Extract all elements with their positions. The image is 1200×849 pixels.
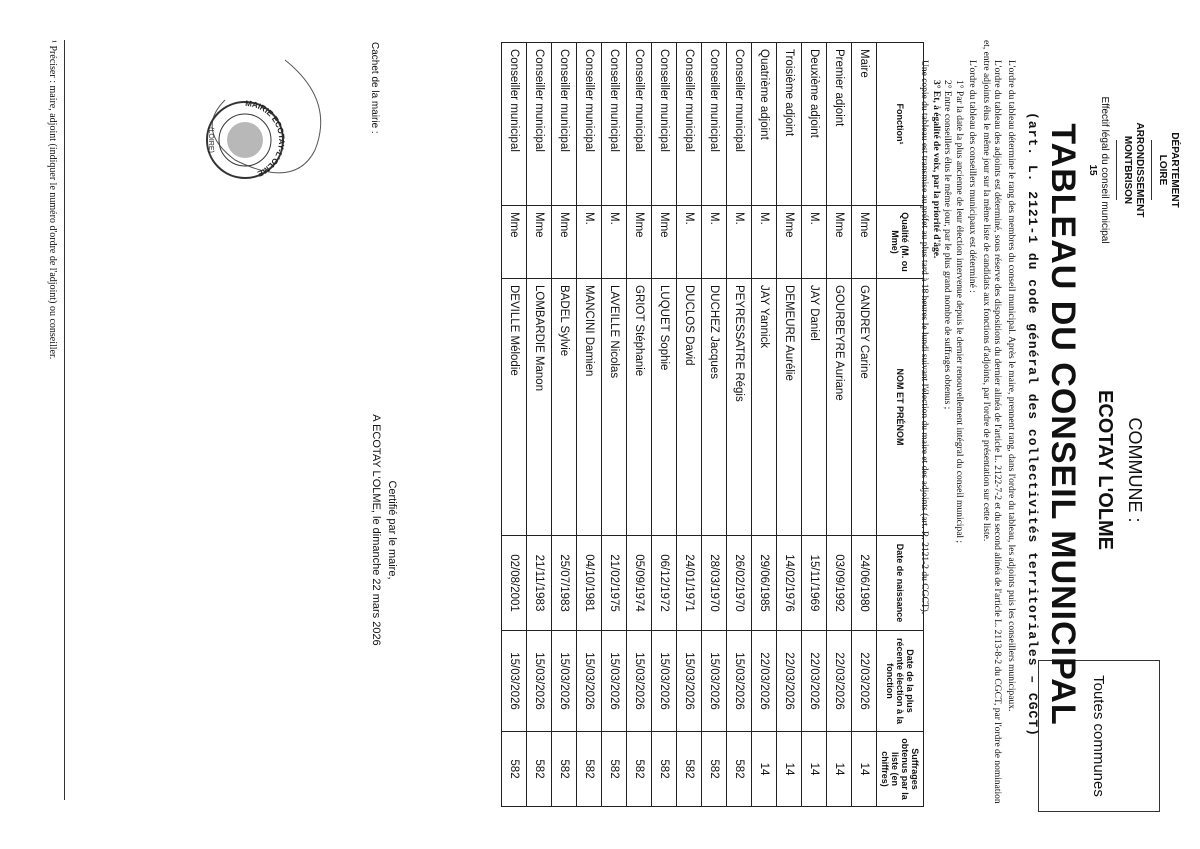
- cell-election: 15/03/2026: [627, 631, 652, 732]
- cell-qualite: Mme: [652, 206, 677, 279]
- header-fonction: Fonction¹: [877, 43, 924, 206]
- cell-fonction: Conseiller municipal: [652, 43, 677, 206]
- cell-nom: GRIOT Stéphanie: [627, 279, 652, 536]
- cell-suffrages: 582: [552, 732, 577, 807]
- council-table: [501, 42, 924, 807]
- footnote: ¹ Préciser : maire, adjoint (indiquer le numéro d'ordre de l'adjoint) ou conseiller.: [47, 40, 65, 800]
- cell-suffrages: 582: [577, 732, 602, 807]
- cell-fonction: Conseiller municipal: [527, 43, 552, 206]
- cell-election: 15/03/2026: [502, 631, 527, 732]
- arrondissement-label: ARRONDISSEMENT: [1134, 122, 1145, 218]
- departement-value: LOIRE: [1157, 154, 1168, 186]
- cell-suffrages: 582: [502, 732, 527, 807]
- header-election: Date de la plus récente élection à la fonction: [877, 631, 924, 732]
- cell-naissance: 28/03/1970: [702, 536, 727, 631]
- intro-paragraph: Une copie du tableau est transmise au préfet au plus tard à 18 heures le lundi suivant l'élection du maire et des adjoints (art. R. 2121-2 du CGCT).: [919, 60, 930, 615]
- cell-fonction: Conseiller municipal: [602, 43, 627, 206]
- effectif-value: 15: [1087, 164, 1098, 176]
- table-row: [577, 43, 602, 807]
- cell-qualite: M.: [577, 206, 602, 279]
- box-text: Toutes communes: [1090, 675, 1108, 797]
- table-row: [652, 43, 677, 807]
- cell-nom: DUCLOS David: [677, 279, 702, 536]
- cell-nom: JAY Yannick: [752, 279, 777, 536]
- cell-suffrages: 582: [652, 732, 677, 807]
- cell-nom: LAVEILLE Nicolas: [602, 279, 627, 536]
- cell-nom: LUQUET Sophie: [652, 279, 677, 536]
- cell-election: 22/03/2026: [852, 631, 877, 732]
- cell-nom: GOURBEYRE Auriane: [827, 279, 852, 536]
- cell-qualite: Mme: [527, 206, 552, 279]
- cell-nom: GANDREY Carine: [852, 279, 877, 536]
- intro-text: [916, 40, 1016, 810]
- cell-qualite: Mme: [827, 206, 852, 279]
- cell-fonction: Conseiller municipal: [627, 43, 652, 206]
- divider: [1151, 140, 1152, 200]
- lieu-date: A ECOTAY L'OLME, le dimanche 22 mars 2026: [370, 414, 382, 646]
- cell-fonction: Conseiller municipal: [502, 43, 527, 206]
- cell-election: 22/03/2026: [752, 631, 777, 732]
- cell-nom: BADEL Sylvie: [552, 279, 577, 536]
- departement-label: DÉPARTEMENT: [1169, 132, 1180, 208]
- cell-suffrages: 14: [777, 732, 802, 807]
- cell-naissance: 14/02/1976: [777, 536, 802, 631]
- cell-election: 15/03/2026: [577, 631, 602, 732]
- arrondissement-value: MONTBRISON: [1122, 135, 1133, 205]
- cell-fonction: Quatrième adjoint: [752, 43, 777, 206]
- cell-election: 15/03/2026: [527, 631, 552, 732]
- cell-naissance: 04/10/1981: [577, 536, 602, 631]
- cell-fonction: Conseiller municipal: [727, 43, 752, 206]
- table-row: [602, 43, 627, 807]
- commune-label: COMMUNE :: [1125, 417, 1145, 523]
- cell-fonction: Premier adjoint: [827, 43, 852, 206]
- certifie-label: Certifié par le maire,: [386, 480, 398, 580]
- cell-naissance: 06/12/1972: [652, 536, 677, 631]
- cell-qualite: M.: [727, 206, 752, 279]
- cell-nom: PEYRESSATRE Régis: [727, 279, 752, 536]
- cell-nom: DEVILLE Mélodie: [502, 279, 527, 536]
- cell-fonction: Conseiller municipal: [702, 43, 727, 206]
- cell-nom: DUCHEZ Jacques: [702, 279, 727, 536]
- cell-election: 15/03/2026: [677, 631, 702, 732]
- page-subtitle: (art. L. 2121-1 du code général des collectivités territoriales – CGCT): [1025, 112, 1040, 737]
- table-row: [852, 43, 877, 807]
- cell-election: 15/03/2026: [702, 631, 727, 732]
- cell-qualite: M.: [677, 206, 702, 279]
- header-suffrages: Suffrages obtenus par la liste (en chiffres): [877, 732, 924, 807]
- effectif-label: Effectif légal du conseil municipal: [1099, 96, 1110, 244]
- cell-qualite: Mme: [852, 206, 877, 279]
- cell-fonction: Maire: [852, 43, 877, 206]
- stamp-subtext: (LOIRE): [207, 127, 214, 153]
- table-row: [527, 43, 552, 807]
- cell-election: 22/03/2026: [827, 631, 852, 732]
- mairie-stamp: [175, 40, 345, 210]
- cell-suffrages: 582: [527, 732, 552, 807]
- divider: [1116, 140, 1117, 200]
- intro-paragraph: L'ordre du tableau détermine le rang des membres du conseil municipal. Après le maire, prennent rang, dans l'ordre du tableau, les adjoints puis les conseillers municipaux.: [1006, 60, 1016, 712]
- cell-fonction: Troisième adjoint: [777, 43, 802, 206]
- cell-suffrages: 14: [827, 732, 852, 807]
- cell-qualite: Mme: [552, 206, 577, 279]
- intro-list-item: 1° Par la date la plus ancienne de leur élection intervenue depuis le dernier renouvellement intégral du conseil municipal ;: [954, 80, 964, 544]
- cell-naissance: 02/08/2001: [502, 536, 527, 631]
- intro-paragraph: L'ordre du tableau des conseillers municipaux est déterminé :: [967, 60, 978, 293]
- intro-list-item: 2° Entre conseillers élus le même jour, par le plus grand nombre de suffrages obtenus ;: [942, 80, 953, 410]
- cell-election: 15/03/2026: [652, 631, 677, 732]
- cell-nom: JAY Daniel: [802, 279, 827, 536]
- cell-fonction: Deuxième adjoint: [802, 43, 827, 206]
- cell-naissance: 21/11/1983: [527, 536, 552, 631]
- cell-nom: MANCINI Damien: [577, 279, 602, 536]
- cell-qualite: M.: [752, 206, 777, 279]
- cell-fonction: Conseiller municipal: [677, 43, 702, 206]
- cell-election: 15/03/2026: [727, 631, 752, 732]
- cell-qualite: Mme: [627, 206, 652, 279]
- cell-suffrages: 582: [677, 732, 702, 807]
- table-row: [552, 43, 577, 807]
- header-nom: NOM ET PRÉNOM: [877, 279, 924, 536]
- cell-qualite: Mme: [502, 206, 527, 279]
- cell-naissance: 24/06/1980: [852, 536, 877, 631]
- cell-qualite: M.: [802, 206, 827, 279]
- cell-election: 15/03/2026: [602, 631, 627, 732]
- cell-suffrages: 582: [627, 732, 652, 807]
- cell-election: 22/03/2026: [802, 631, 827, 732]
- table-row: [802, 43, 827, 807]
- cell-suffrages: 14: [802, 732, 827, 807]
- cell-naissance: 26/02/1970: [727, 536, 752, 631]
- stamp-text: MAIRIE ECOTAY-L'OLME: [244, 98, 287, 179]
- cell-election: 22/03/2026: [777, 631, 802, 732]
- header-qualite: Qualité (M. ou Mme): [877, 206, 924, 279]
- cell-fonction: Conseiller municipal: [577, 43, 602, 206]
- cell-nom: LOMBARDIE Manon: [527, 279, 552, 536]
- table-row: [727, 43, 752, 807]
- cell-suffrages: 582: [727, 732, 752, 807]
- cell-naissance: 25/07/1983: [552, 536, 577, 631]
- cell-qualite: M.: [702, 206, 727, 279]
- department-block: [1086, 50, 1180, 290]
- cachet-label: Cachet de la mairie :: [369, 42, 380, 134]
- table-row: [677, 43, 702, 807]
- commune-name: ECOTAY L'OLME: [1094, 390, 1116, 550]
- cell-suffrages: 14: [752, 732, 777, 807]
- table-row: [702, 43, 727, 807]
- cell-qualite: Mme: [777, 206, 802, 279]
- table-row: [627, 43, 652, 807]
- cell-suffrages: 582: [702, 732, 727, 807]
- cell-naissance: 21/02/1975: [602, 536, 627, 631]
- cell-suffrages: 14: [852, 732, 877, 807]
- header-naissance: Date de naissance: [877, 536, 924, 631]
- table-header-row: [877, 43, 924, 807]
- cell-naissance: 29/06/1985: [752, 536, 777, 631]
- cell-election: 15/03/2026: [552, 631, 577, 732]
- table-row: [752, 43, 777, 807]
- page-title: TABLEAU DU CONSEIL MUNICIPAL: [1044, 123, 1082, 726]
- certification-block: [368, 320, 400, 740]
- cell-naissance: 03/09/1992: [827, 536, 852, 631]
- cell-naissance: 24/01/1971: [677, 536, 702, 631]
- cell-naissance: 15/11/1969: [802, 536, 827, 631]
- cell-nom: DEMEURE Aurélie: [777, 279, 802, 536]
- cell-suffrages: 582: [602, 732, 627, 807]
- cell-fonction: Conseiller municipal: [552, 43, 577, 206]
- table-row: [502, 43, 527, 807]
- intro-list-item: 3° Et, à égalité de voix, par la priorité d'âge.: [931, 80, 941, 259]
- intro-paragraph: L'ordre du tableau des adjoints est déterminé, sous réserve des dispositions du dernier alinéa de l'article L. 2122-7-2 et du second alinéa de l'article L. 2113-8-2 du CGCT, par l'ordre de nomination et, entre adjoints élus le même jour sur la même liste de candidats aux fonctions d'adjoints, par l'ordre de présentation sur cette liste.: [981, 40, 1003, 804]
- cell-qualite: M.: [602, 206, 627, 279]
- cell-naissance: 05/09/1974: [627, 536, 652, 631]
- table-row: [777, 43, 802, 807]
- table-row: [827, 43, 852, 807]
